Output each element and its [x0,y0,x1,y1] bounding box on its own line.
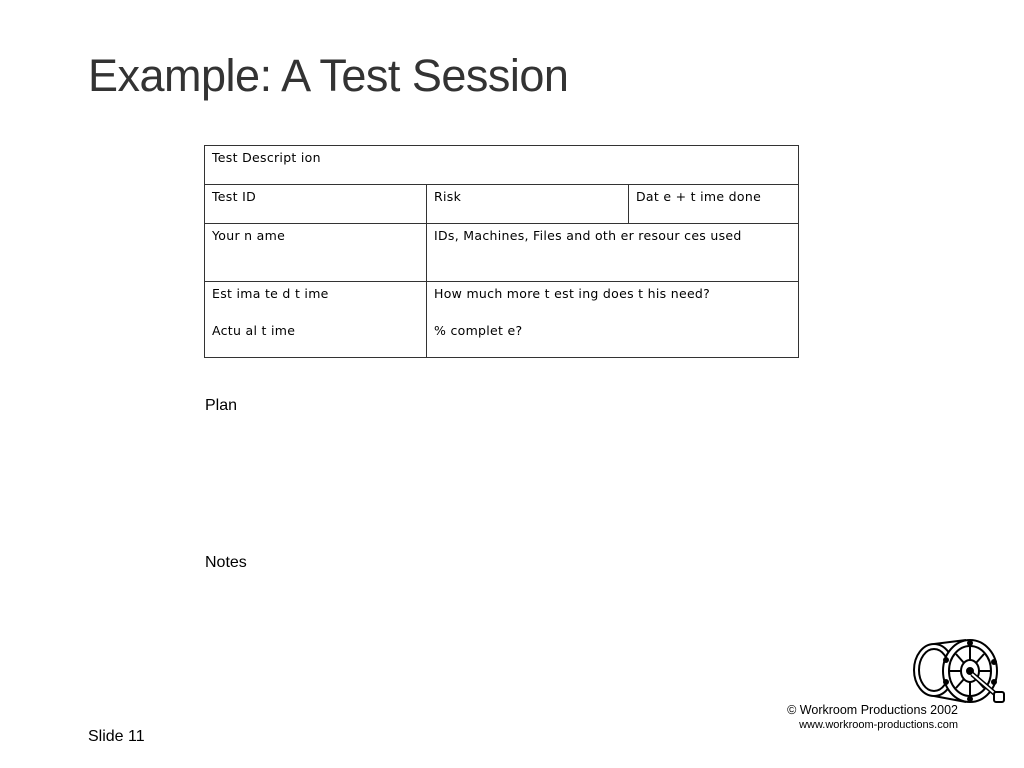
risk-cell: Risk [427,185,629,224]
percent-complete-label: % complet e? [434,323,523,338]
website-url: www.workroom-productions.com [799,719,958,731]
table-row [205,224,799,282]
resources-used-cell: IDs, Machines, Files and oth er resour ces used [427,224,799,282]
copyright-text: © Workroom Productions 2002 [787,703,958,717]
slide-number: Slide 11 [88,728,145,745]
film-reel-icon [908,632,1008,708]
table-row [205,282,799,358]
test-description-cell: Test Descript ion [205,146,799,185]
notes-heading: Notes [205,554,247,571]
actual-time-label: Actu al t ime [212,323,296,338]
progress-cell [427,282,799,358]
estimated-time-label: Est ima te d t ime [212,286,329,301]
your-name-cell: Your n ame [205,224,427,282]
test-session-form [204,145,799,358]
test-id-cell: Test ID [205,185,427,224]
more-testing-label: How much more t est ing does t his need? [434,286,711,301]
slide-title: Example: A Test Session [88,50,569,101]
table-row [205,146,799,185]
date-time-done-cell: Dat e + t ime done [629,185,799,224]
copyright-notice [658,703,958,733]
table-row [205,185,799,224]
plan-heading: Plan [205,397,238,414]
time-cell [205,282,427,358]
